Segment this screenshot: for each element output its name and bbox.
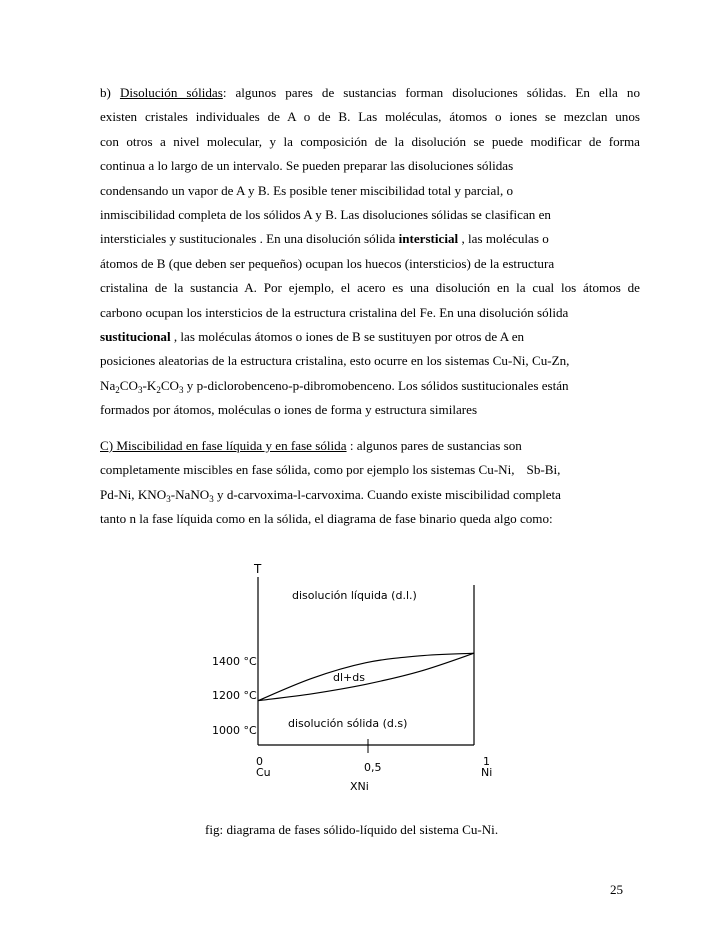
- text-line: condensando un vapor de A y B. Es posible tener miscibilidad total y parcial, o: [100, 182, 514, 198]
- text-line: cristalina de la sustancia A. Por ejemplo, el acero es una disolución en la cual los átomos de: [100, 280, 640, 296]
- text-line: continua a lo largo de un intervalo. Se pueden preparar las disoluciones sólidas: [100, 158, 514, 174]
- text-line: [100, 483, 640, 507]
- x-end-label-ni: Ni: [481, 766, 493, 779]
- x-tick-label: 0,5: [364, 761, 382, 774]
- text-fragment: y p-diclorobenceno-p-dibromobenceno. Los sólidos sustitucionales están: [183, 377, 569, 393]
- text-fragment: , las moléculas átomos o iones de B se sustituyen por otros de A en: [170, 328, 525, 344]
- text-line: con otros a nivel molecular, y la composición de la disolución se puede modificar de forma: [100, 133, 640, 149]
- text-line: [100, 227, 640, 251]
- text-line: formados por átomos, moléculas o iones de forma y estructura similares: [100, 402, 478, 418]
- region-two-phase-label: dl+ds: [333, 671, 365, 684]
- subscript: 2: [156, 384, 161, 395]
- subscript: 3: [179, 384, 184, 395]
- x-tick-label: 0: [256, 755, 263, 768]
- subscript: 3: [209, 493, 214, 504]
- text-line: carbono ocupan los intersticios de la estructura cristalina del Fe. En una disolución sólida: [100, 304, 569, 320]
- text-fragment: y d-carvoxima-l-carvoxima. Cuando existe miscibilidad completa: [213, 486, 561, 502]
- y-axis-label: T: [254, 562, 262, 576]
- text-fragment: Sb-Bi,: [526, 462, 561, 478]
- subscript: 3: [137, 384, 143, 395]
- text-line: inmiscibilidad completa de los sólidos A y B. Las disoluciones sólidas se clasifican en: [100, 206, 551, 222]
- x-axis-label: XNi: [350, 780, 369, 793]
- text-line: existen cristales individuales de A o de B. Las moléculas, átomos o iones se mezclan unos: [100, 109, 640, 125]
- subscript: 3: [166, 493, 171, 504]
- text-fragment: completamente miscibles en fase sólida, como por ejemplo los sistemas Cu-Ni,: [100, 462, 515, 478]
- subscript: 2: [115, 384, 120, 395]
- text-line: [100, 374, 640, 398]
- page-number: 25: [610, 882, 624, 897]
- text-line: [100, 434, 640, 458]
- y-tick-label: 1200 °C: [212, 689, 257, 702]
- text-line: [100, 458, 640, 482]
- text-line: posiciones aleatorias de la estructura cristalina, esto ocurre en los sistemas Cu-Ni, Cu-Zn,: [100, 353, 570, 369]
- term-sustitucional: sustitucional: [100, 328, 171, 344]
- text-fragment: , las moléculas o: [458, 231, 549, 247]
- text-fragment: Pd-Ni, KNO: [100, 486, 167, 502]
- section-b-prefix: b): [100, 85, 120, 100]
- figure-caption: fig: diagrama de fases sólido-líquido del sistema Cu-Ni.: [205, 822, 499, 837]
- phase-diagram-svg: [206, 557, 518, 797]
- text-fragment: : algunos pares de sustancias forman disoluciones sólidas. En ella no: [222, 85, 640, 100]
- text-line: [100, 81, 640, 105]
- text-fragment: CO: [119, 377, 138, 393]
- region-solid-label: disolución sólida (d.s): [288, 717, 408, 730]
- text-fragment: Na: [100, 377, 116, 393]
- text-line: [100, 325, 640, 349]
- x-end-label-cu: Cu: [256, 766, 271, 779]
- section-c-title: C) Miscibilidad en fase líquida y en fase sólida: [100, 438, 347, 453]
- term-intersticial: intersticial: [398, 231, 459, 247]
- text-fragment: intersticiales y sustitucionales . En una disolución sólida: [100, 231, 399, 247]
- x-tick-label: 1: [483, 755, 490, 768]
- text-fragment: -K: [142, 377, 157, 393]
- phase-diagram: [206, 557, 518, 797]
- section-b-paragraph: [100, 81, 640, 422]
- text-fragment: CO: [160, 377, 180, 393]
- region-liquid-label: disolución líquida (d.l.): [292, 589, 417, 602]
- section-c-paragraph: [100, 434, 640, 532]
- y-tick-label: 1000 °C: [212, 724, 257, 737]
- text-line: tanto n la fase líquida como en la sólida, el diagrama de fase binario queda algo como:: [100, 511, 553, 527]
- text-line: átomos de B (que deben ser pequeños) ocupan los huecos (intersticios) de la estructura: [100, 255, 555, 271]
- text-fragment: : algunos pares de sustancias son: [346, 438, 522, 453]
- text-fragment: -NaNO: [170, 486, 210, 502]
- y-tick-label: 1400 °C: [212, 655, 257, 668]
- section-b-title: Disolución sólidas: [119, 85, 223, 100]
